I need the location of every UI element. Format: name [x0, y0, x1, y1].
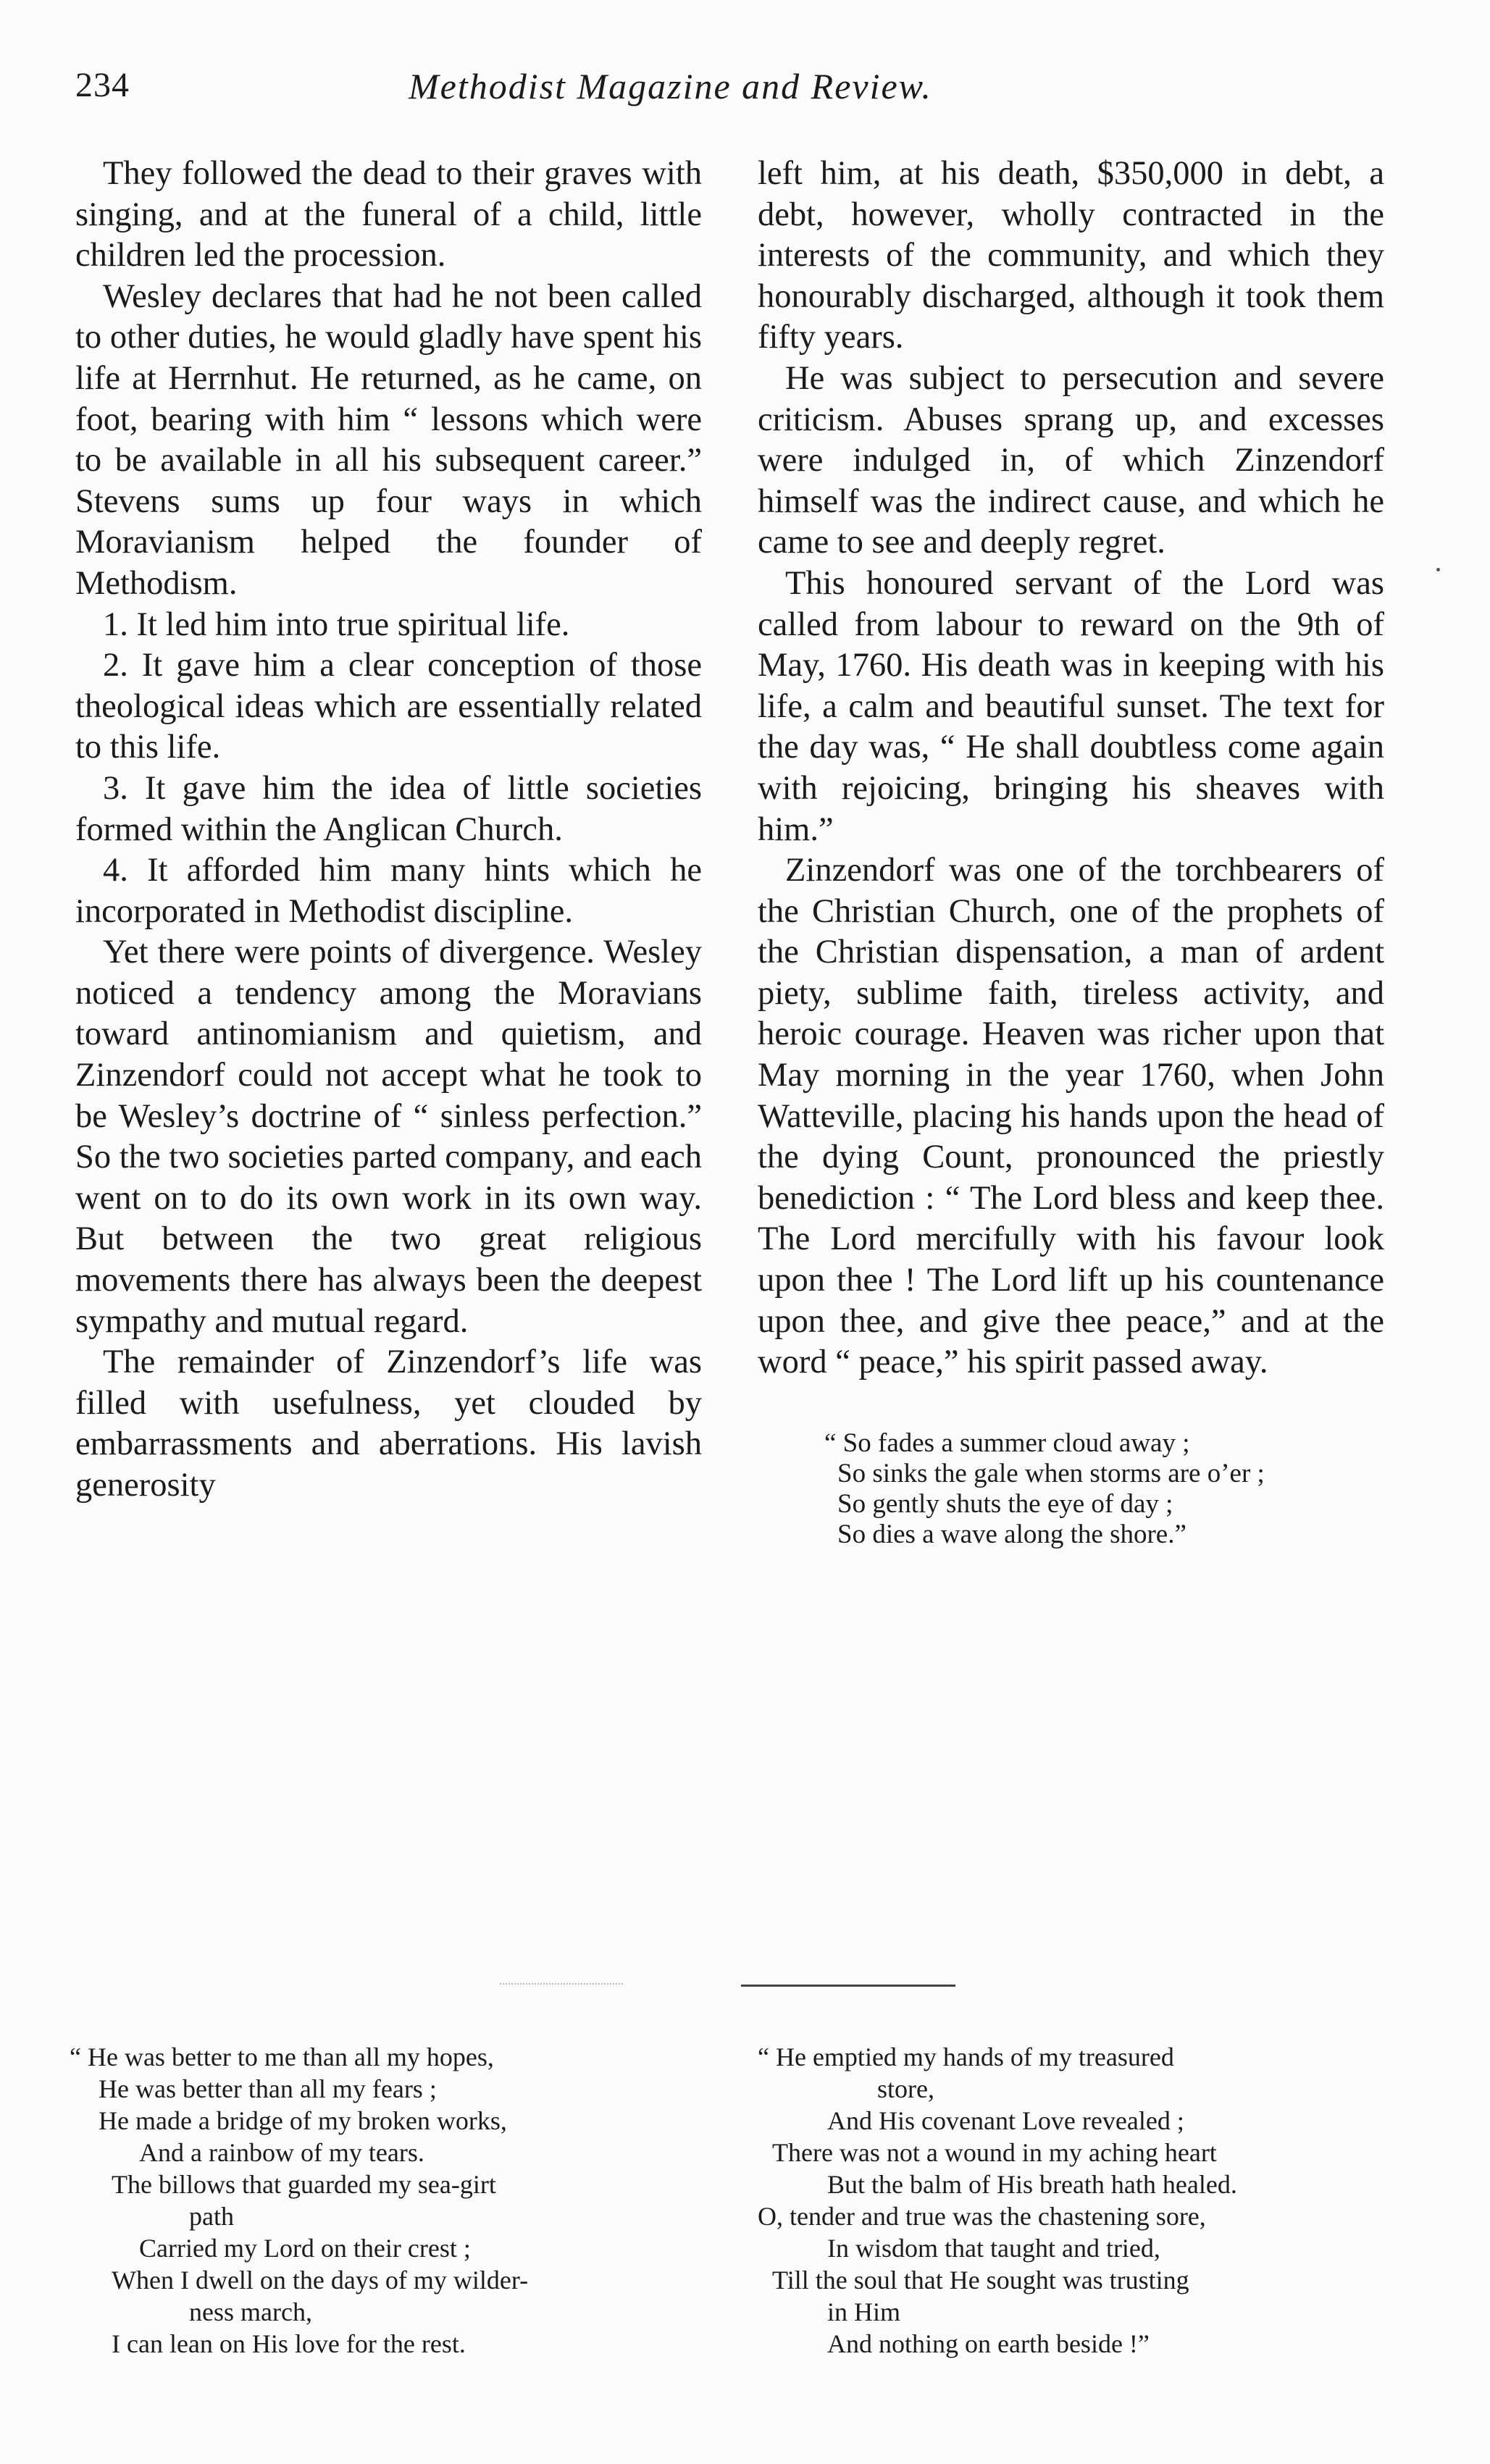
poem-line: “ He was better to me than all my hopes, [70, 2042, 494, 2071]
page-number: 234 [75, 66, 130, 104]
poem-line: And His covenant Love revealed ; [827, 2106, 1184, 2135]
poem-line: And a rainbow of my tears. [139, 2138, 424, 2167]
paragraph: This honoured servant of the Lord was called from labour to reward on the 9th of May, 1760. His death was in keeping with his life, a calm and beautiful sunset. The text for the day was, “ He shall doubtless come again with rejoicing, bringing his sheaves with him.” [758, 564, 1384, 848]
bottom-poem-right [758, 2041, 1410, 2360]
poem-line: O, tender and true was the chastening sore, [758, 2202, 1206, 2231]
list-item: 3. It gave him the idea of little societies formed within the Anglican Church. [75, 769, 702, 848]
paragraph: He was subject to persecution and severe criticism. Abuses sprang up, and excesses were indulged in, of which Zinzendorf himself was the indirect cause, and which he came to see and deeply regret. [758, 359, 1384, 561]
poem-line: But the balm of His breath hath healed. [827, 2170, 1237, 2199]
poem-line: “ He emptied my hands of my treasured [758, 2042, 1174, 2071]
poem-line: The billows that guarded my sea-girt [112, 2170, 496, 2199]
verse-line: So dies a wave along the shore.” [837, 1519, 1186, 1549]
paragraph: left him, at his death, $350,000 in debt, a debt, however, wholly contracted in the interests of the community, and which they honourably discharged, although it took them fifty years. [758, 155, 1384, 356]
paragraph: The remainder of Zinzendorf’s life was filled with usefulness, yet clouded by embarrassments and aberrations. His lavish generosity [75, 1344, 702, 1504]
poem-line: He made a bridge of my broken works, [99, 2106, 507, 2135]
paragraph: Yet there were points of divergence. Wesley noticed a tendency among the Moravians toward antinomianism and quietism, and Zinzendorf could not accept what he took to be Wesley’s doctrine of “ sinless perfection.” So the two societies parted company, and each went on to do its own work in its own way. But between the two great religious movements there has always been the deepest sympathy and mutual regard. [75, 934, 702, 1340]
paragraph: Zinzendorf was one of the torchbearers of the Christian Church, one of the prophets of the Christian dispensation, a man of ardent piety, sublime faith, tireless activity, and heroic courage. Heaven was richer upon that May morning in the year 1760, when John Watteville, placing his hands upon the head of the dying Count, pronounced the priestly benediction : “ The Lord bless and keep thee. The Lord mercifully with his favour look upon thee ! The Lord lift up his countenance upon thee, and give thee peace,” and at the word “ peace,” his spirit passed away. [758, 852, 1384, 1381]
poem-line: In wisdom that taught and tried, [827, 2234, 1160, 2263]
page-header [75, 65, 1415, 123]
verse-line: “ So fades a summer cloud away ; [824, 1428, 1190, 1458]
poem-line: And nothing on earth beside !” [827, 2329, 1150, 2358]
paragraph: They followed the dead to their graves with singing, and at the funeral of a child, little children led the procession. [75, 155, 702, 275]
poem-line: Carried my Lord on their crest ; [139, 2234, 471, 2263]
poem-line: He was better than all my fears ; [99, 2074, 437, 2103]
running-title: Methodist Magazine and Review. [409, 66, 932, 106]
poem-line: There was not a wound in my aching heart [772, 2138, 1217, 2167]
section-divider [500, 1983, 623, 1985]
poem-line: I can lean on His love for the rest. [112, 2329, 466, 2358]
paragraph: Wesley declares that had he not been called to other duties, he would gladly have spent his life at Herrnhut. He returned, as he came, on foot, bearing with him “ lessons which were to be available in all his subsequent career.” Stevens sums up four ways in which Moravianism helped the founder of Methodism. [75, 277, 702, 602]
list-item: 2. It gave him a clear conception of those theological ideas which are essentially related to this life. [75, 647, 702, 766]
poem-line: store, [877, 2074, 934, 2103]
poem-line: ness march, [189, 2297, 312, 2326]
section-divider [741, 1985, 955, 1987]
poem-line: Till the soul that He sought was trusting [772, 2266, 1189, 2295]
margin-mark [1436, 568, 1440, 571]
poem-line: in Him [827, 2297, 901, 2326]
left-column [75, 154, 702, 1507]
verse-line: So gently shuts the eye of day ; [837, 1488, 1173, 1519]
verse-line: So sinks the gale when storms are o’er ; [837, 1458, 1265, 1488]
poem-line: When I dwell on the days of my wilder- [112, 2266, 529, 2295]
list-item: 4. It afforded him many hints which he incorporated in Methodist discipline. [75, 852, 702, 930]
quoted-verse [824, 1428, 1384, 1550]
right-column [758, 154, 1384, 1550]
bottom-poem-left [70, 2041, 729, 2360]
poem-line: path [189, 2202, 234, 2231]
list-item: 1. It led him into true spiritual life. [103, 605, 570, 643]
